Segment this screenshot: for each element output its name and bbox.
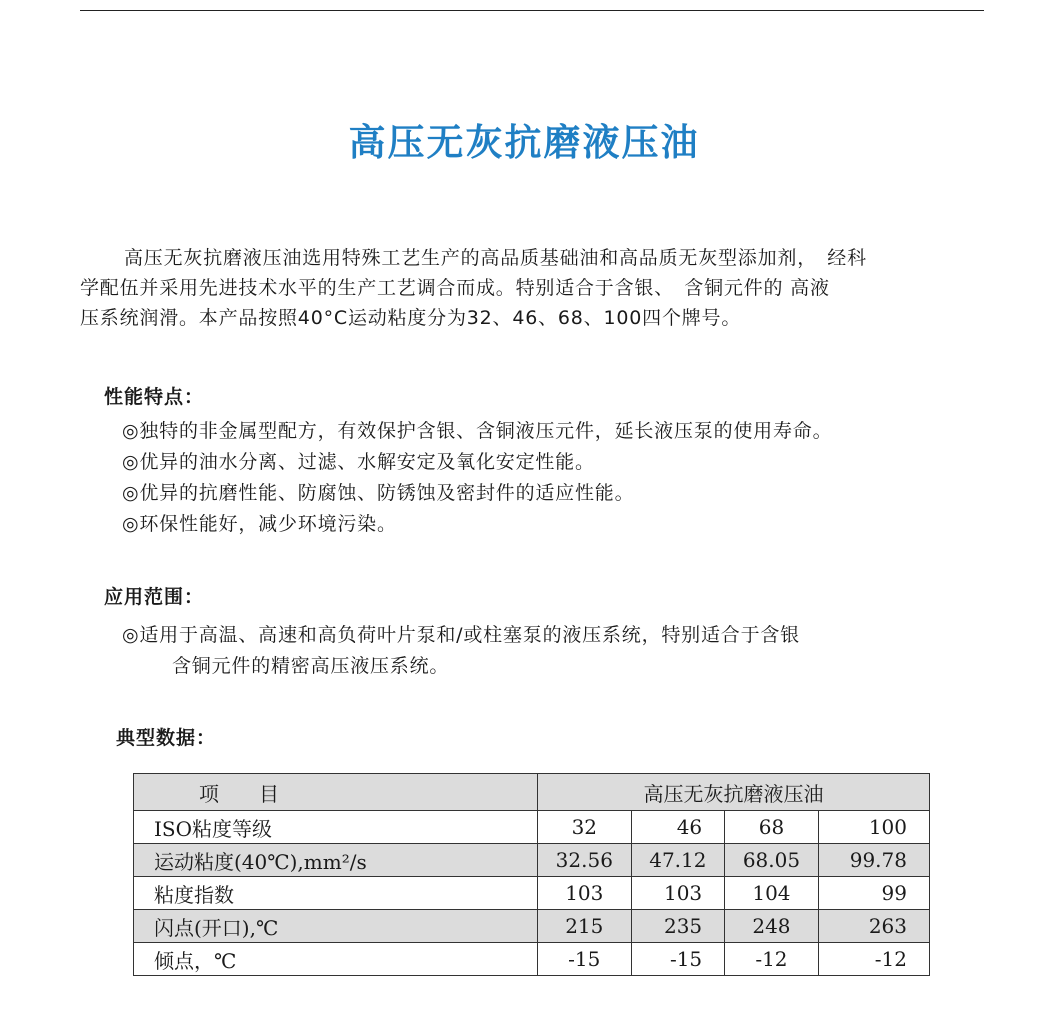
cell-value: 68 xyxy=(725,811,819,844)
cell-value: -12 xyxy=(818,943,929,976)
cell-value: -15 xyxy=(538,943,632,976)
application-heading: 应用范围： xyxy=(104,586,205,608)
cell-value: 100 xyxy=(818,811,929,844)
row-label: 倾点，℃ xyxy=(134,943,538,976)
cell-value: 263 xyxy=(818,910,929,943)
cell-value: 68.05 xyxy=(725,844,819,877)
row-label: 运动粘度(40℃),mm²/s xyxy=(134,844,538,877)
header-item-label: 项 目 xyxy=(134,774,538,811)
cell-value: -15 xyxy=(631,943,725,976)
cell-value: 32 xyxy=(538,811,632,844)
application-list xyxy=(122,620,982,682)
performance-heading: 性能特点： xyxy=(104,386,205,408)
cell-value: -12 xyxy=(725,943,819,976)
page-title: 高压无灰抗磨液压油 xyxy=(348,121,700,164)
table-row xyxy=(134,943,930,976)
performance-item: ◎优异的油水分离、过滤、水解安定及氧化安定性能。 xyxy=(122,451,595,473)
performance-item: ◎独特的非金属型配方，有效保护含银、含铜液压元件，延长液压泵的使用寿命。 xyxy=(122,420,833,442)
cell-value: 99 xyxy=(818,877,929,910)
typical-data-heading: 典型数据： xyxy=(116,727,217,749)
cell-value: 99.78 xyxy=(818,844,929,877)
performance-item: ◎环保性能好，减少环境污染。 xyxy=(122,513,397,535)
application-item: ◎适用于高温、高速和高负荷叶片泵和/或柱塞泵的液压系统，特别适合于含银 xyxy=(122,624,800,646)
performance-list xyxy=(122,416,982,540)
typical-data-table xyxy=(133,773,930,976)
table-row xyxy=(134,811,930,844)
table-row xyxy=(134,877,930,910)
table-row xyxy=(134,844,930,877)
intro-line: 高压无灰抗磨液压油选用特殊工艺生产的高品质基础油和高品质无灰型添加剂， 经科 xyxy=(124,247,867,269)
cell-value: 47.12 xyxy=(631,844,725,877)
cell-value: 215 xyxy=(538,910,632,943)
table-row xyxy=(134,910,930,943)
cell-value: 104 xyxy=(725,877,819,910)
row-label: ISO粘度等级 xyxy=(134,811,538,844)
cell-value: 248 xyxy=(725,910,819,943)
intro-line: 学配伍并采用先进技术水平的生产工艺调合而成。特别适合于含银、 含铜元件的 高液 xyxy=(80,277,830,299)
cell-value: 103 xyxy=(538,877,632,910)
intro-line: 压系统润滑。本产品按照40°C运动粘度分为32、46、68、100四个牌号。 xyxy=(80,307,742,329)
intro-paragraph xyxy=(80,243,980,333)
table-header-row xyxy=(134,774,930,811)
performance-item: ◎优异的抗磨性能、防腐蚀、防锈蚀及密封件的适应性能。 xyxy=(122,482,635,504)
row-label: 闪点(开口),℃ xyxy=(134,910,538,943)
top-rule xyxy=(80,10,984,11)
cell-value: 46 xyxy=(631,811,725,844)
cell-value: 103 xyxy=(631,877,725,910)
row-label: 粘度指数 xyxy=(134,877,538,910)
cell-value: 32.56 xyxy=(538,844,632,877)
cell-value: 235 xyxy=(631,910,725,943)
header-product-name: 高压无灰抗磨液压油 xyxy=(538,774,930,811)
application-item-continued: 含铜元件的精密高压液压系统。 xyxy=(172,655,450,677)
